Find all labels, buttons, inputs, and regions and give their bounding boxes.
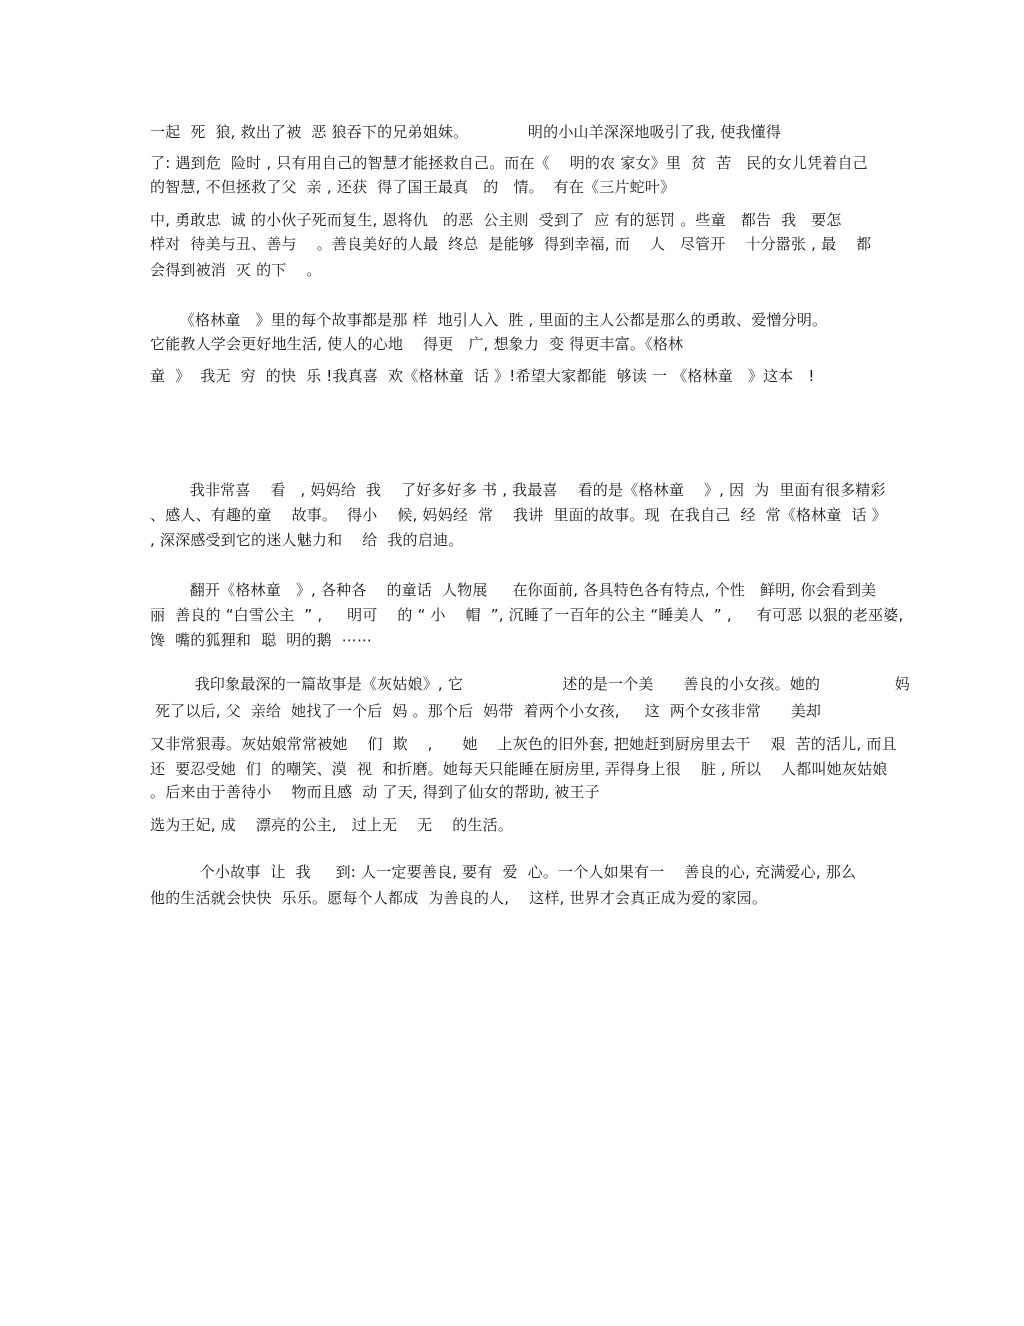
text-line: 翻开《格林童 》, 各种各 的童话 人物展 在你面前, 各具特色各有特点, 个性 鲜明, 你会看到美: [150, 581, 877, 599]
text-line: , 深深感受到它的迷人魅力和 给 我的启迪。: [150, 531, 464, 549]
text-line: 馋 嘴的狐狸和 聪 明的鹅 ⋯⋯: [150, 631, 373, 649]
text-line: 的智慧, 不但拯救了父 亲 , 还获 得了国王最真 的 情。 有在《三片蛇叶》: [150, 178, 676, 196]
text-line: 还 要忍受她 们 的嘲笑、漠 视 和折磨。她每天只能睡在厨房里, 弄得身上很 脏 , 所以 人都叫她灰姑娘: [150, 760, 888, 778]
text-line: 它能教人学会更好地生活, 使人的心地 得更 广, 想象力 变 得更丰富。《格林: [150, 335, 684, 353]
text-line: 我印象最深的一篇故事是《灰姑娘》, 它 述的是一个美 善良的小女孩。她的 妈: [150, 675, 910, 693]
text-line: 又非常狠毒。灰姑娘常常被她 们 欺 , 她 上灰色的旧外套, 把她赶到厨房里去干 艰 苦的活儿, 而且: [150, 735, 897, 753]
text-line: 个小故事 让 我 到: 人一定要善良, 要有 爱 心。一个人如果有一 善良的心, 充满爱心, 那么: [150, 863, 857, 881]
text-line: 他的生活就会快快 乐乐。愿每个人都成 为善良的人, 这样, 世界才会真正成为爱的家园。: [150, 889, 768, 907]
text-line: 会得到被消 灭 的下 。: [150, 261, 322, 279]
text-line: 样对 待美与丑、善与 。善良美好的人最 终总 是能够 得到幸福, 而 人 尽管开 十分嚣张 , 最 都: [150, 235, 872, 253]
text-line: 了: 遇到危 险时 , 只有用自己的智慧才能拯救自己。而在《 明的农 家女》里 贫 苦 民的女儿凭着自己: [150, 154, 868, 172]
text-line: 《格林童 》里的每个故事都是那 样 地引人入 胜 , 里面的主人公都是那么的勇敢、爱憎分明。: [150, 311, 828, 329]
text-line: 一起 死 狼, 救出了被 恶 狼吞下的兄弟姐妹。 明的小山羊深深地吸引了我, 使我懂得: [150, 123, 782, 141]
text-line: 中, 勇敢忠 诚 的小伙子死而复生, 恩将仇 的恶 公主则 受到了 应 有的惩罚 。些童 都告 我 要怎: [150, 211, 842, 229]
text-line: 我非常喜 看 , 妈妈给 我 了好多好多 书 , 我最喜 看的是《格林童 》, 因 为 里面有很多精彩: [150, 481, 886, 499]
text-line: 死了以后, 父 亲给 她找了一个后 妈 。那个后 妈带 着两个小女孩, 这 两个女孩非常 美却: [150, 702, 822, 720]
text-line: 丽 善良的 “白雪公主 ” , 明可 的 “ 小 帽 ”, 沉睡了一百年的公主 “睡美人 ” , 有可恶 以狠的老巫婆,: [150, 606, 904, 624]
text-line: 童 》 我无 穷 的快 乐 !我真喜 欢《格林童 话 》!希望大家都能 够读 一 《格林童 》这本 !: [150, 367, 815, 385]
text-line: 。后来由于善待小 物而且感 动 了天, 得到了仙女的帮助, 被王子: [150, 783, 600, 801]
text-line: 选为王妃, 成 漂亮的公主, 过上无 无 的生活。: [150, 816, 514, 834]
text-line: 、感人、有趣的童 故事。 得小 候, 妈妈经 常 我讲 里面的故事。现 在我自己 经 常《格林童 话 》: [150, 506, 887, 524]
